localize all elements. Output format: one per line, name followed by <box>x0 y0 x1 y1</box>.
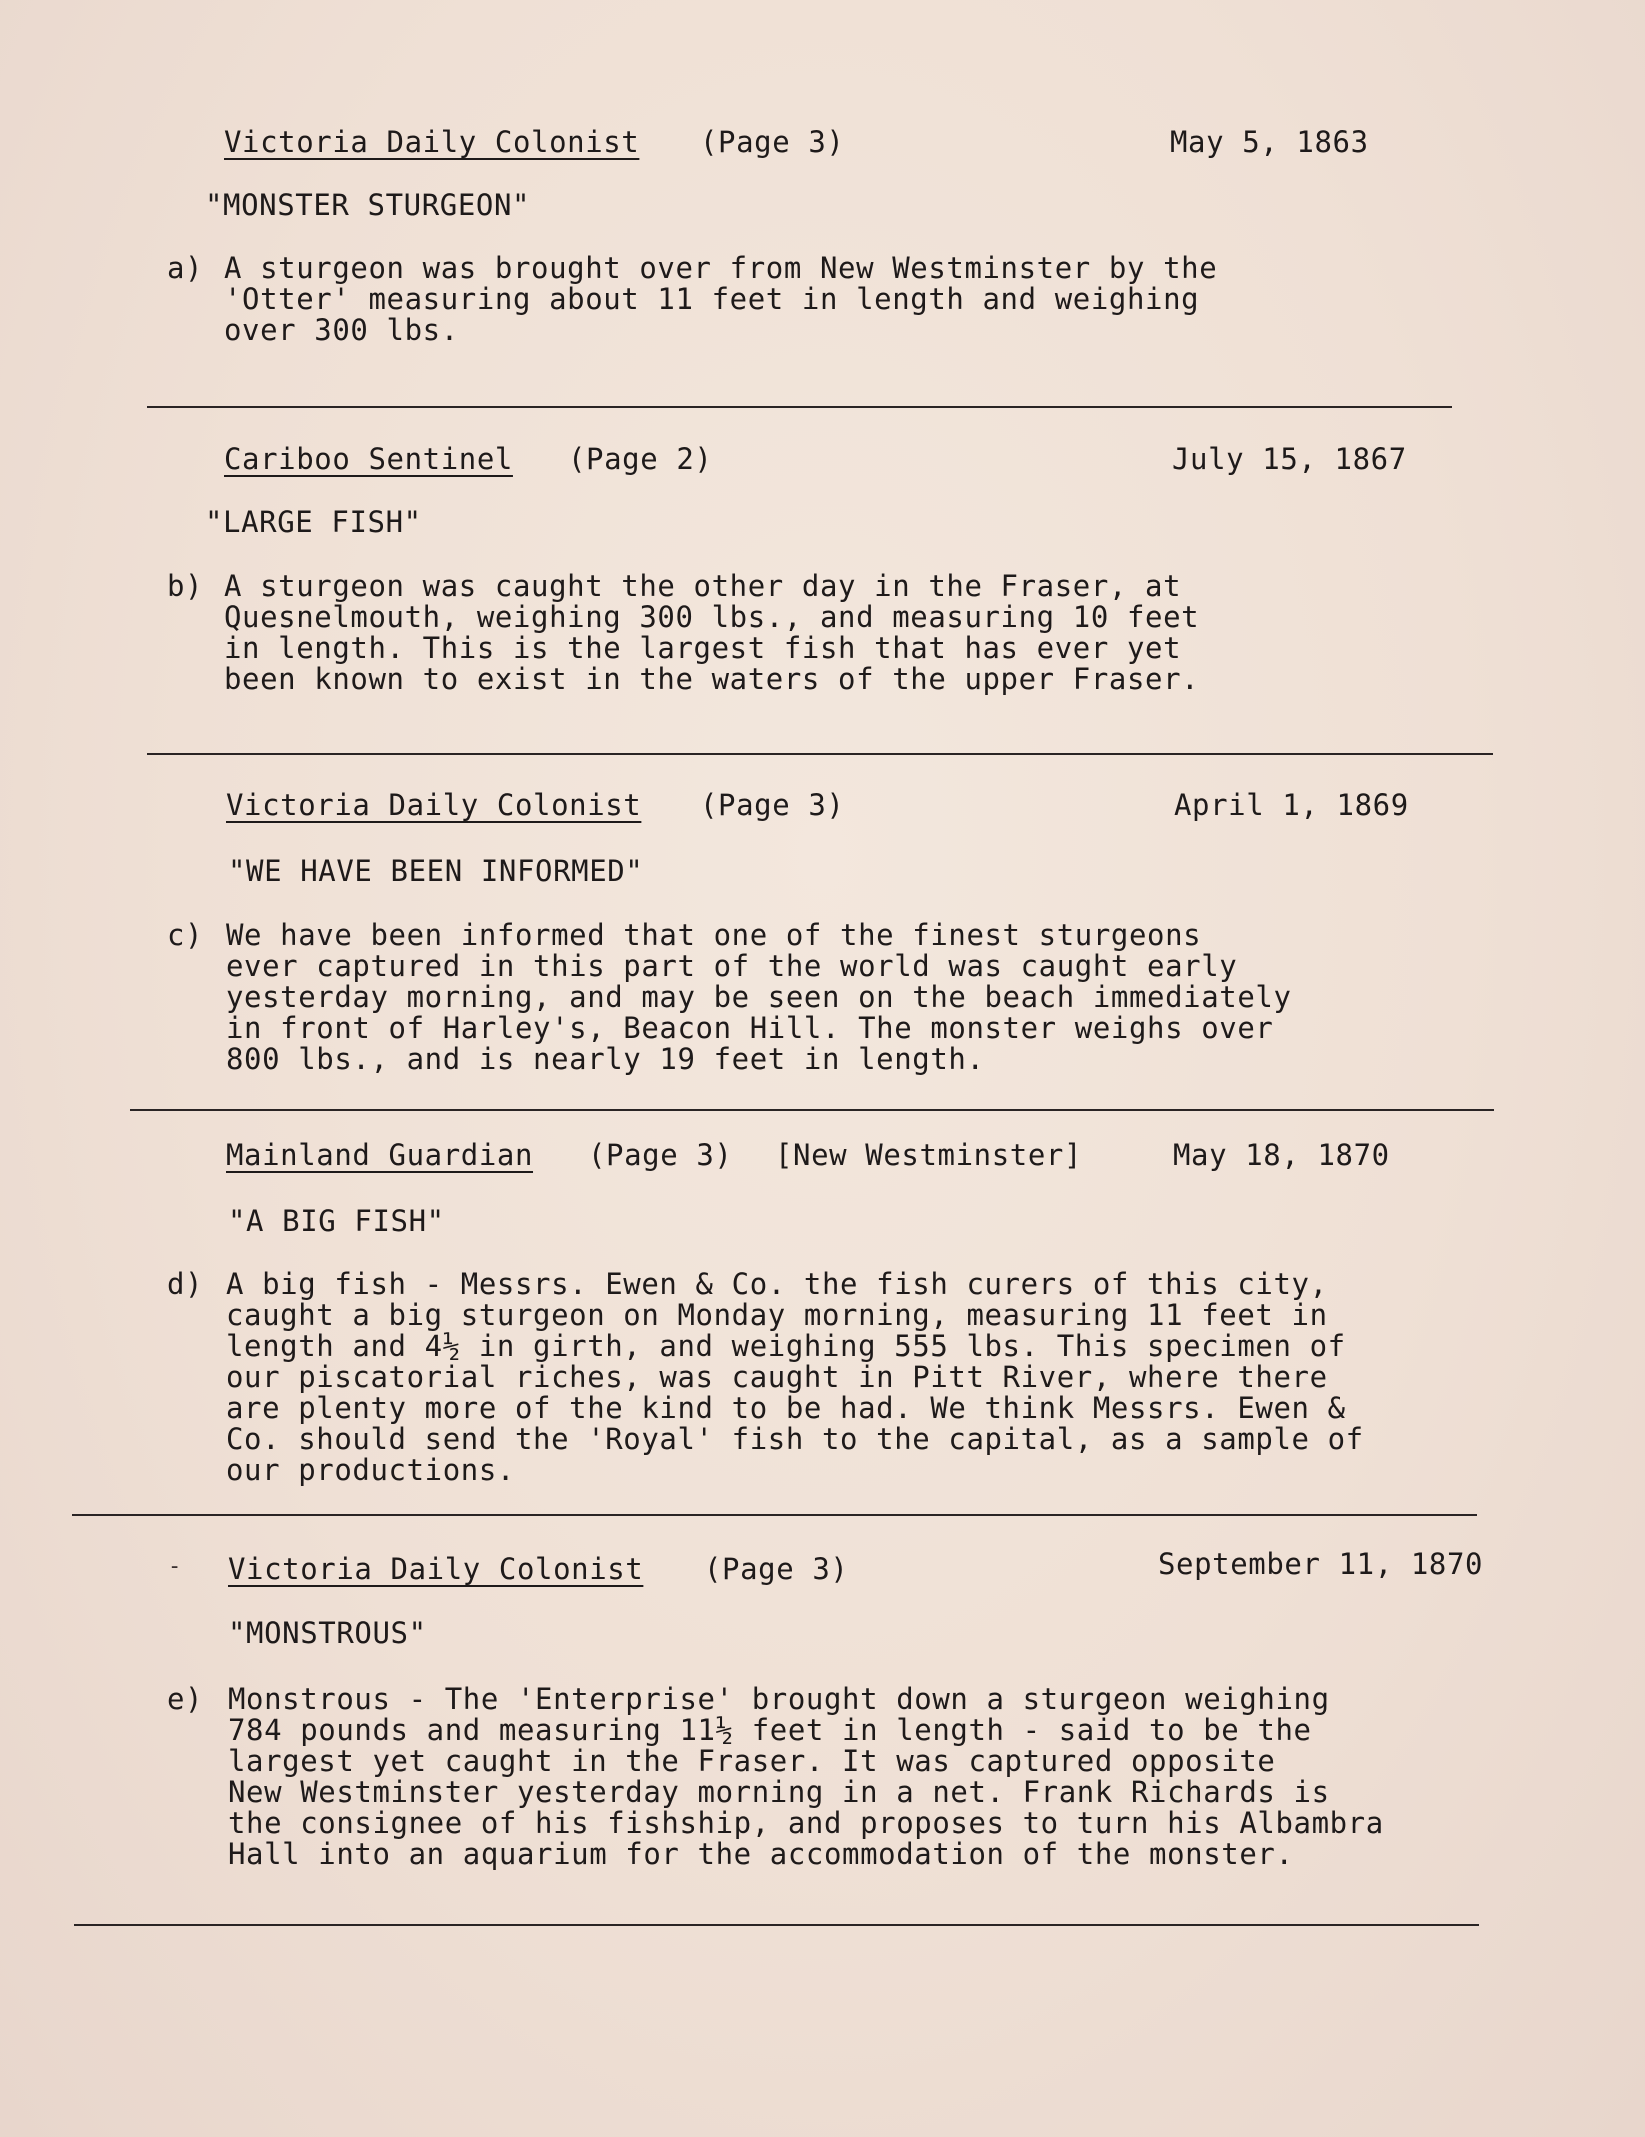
margin-mark: - <box>168 1554 182 1579</box>
body-line: Quesnelmouth, weighing 300 lbs., and measuring 10 feet <box>224 600 1200 634</box>
section-divider <box>74 1924 1479 1926</box>
section-divider <box>147 406 1452 408</box>
body-line: length and 4½ in girth, and weighing 555 lbs. This specimen of <box>226 1329 1346 1363</box>
body-line: the consignee of his fishship, and proposes to turn his Albambra <box>228 1806 1384 1840</box>
publication-name: Mainland Guardian <box>226 1138 534 1172</box>
section-divider <box>130 1109 1494 1111</box>
entry-headline: "LARGE FISH" <box>205 505 422 539</box>
entry-headline: "WE HAVE BEEN INFORMED" <box>228 854 644 888</box>
page-reference: (Page 3) <box>700 788 845 822</box>
page-reference: (Page 3) <box>588 1138 733 1172</box>
body-line: in front of Harley's, Beacon Hill. The monster weighs over <box>226 1011 1274 1045</box>
body-line: Hall into an aquarium for the accommodation of the monster. <box>228 1837 1294 1871</box>
body-line: largest yet caught in the Fraser. It was captured opposite <box>228 1744 1276 1778</box>
entry-letter: d) <box>167 1267 204 1301</box>
entry-date: September 11, 1870 <box>1158 1547 1484 1581</box>
body-line: over 300 lbs. <box>224 313 459 347</box>
section-divider <box>147 753 1493 755</box>
body-line: caught a big sturgeon on Monday morning, measuring 11 feet in <box>226 1298 1328 1332</box>
section-divider <box>72 1514 1477 1516</box>
body-line: We have been informed that one of the finest sturgeons <box>226 918 1202 952</box>
entry-date: May 18, 1870 <box>1173 1138 1390 1172</box>
body-line: Co. should send the 'Royal' fish to the capital, as a sample of <box>226 1422 1364 1456</box>
entry-letter: c) <box>167 918 204 952</box>
body-line: Monstrous - The 'Enterprise' brought down a sturgeon weighing <box>228 1682 1330 1716</box>
body-line: in length. This is the largest fish that has ever yet <box>224 631 1182 665</box>
page-reference: (Page 3) <box>704 1552 849 1586</box>
entry-date: April 1, 1869 <box>1174 788 1409 822</box>
body-line: A sturgeon was brought over from New Westminster by the <box>224 251 1218 285</box>
page-reference: (Page 3) <box>700 125 845 159</box>
publication-name: Victoria Daily Colonist <box>226 788 642 822</box>
entry-date: May 5, 1863 <box>1170 125 1369 159</box>
location-note: [New Westminster] <box>775 1138 1083 1172</box>
entry-headline: "MONSTROUS" <box>228 1616 427 1650</box>
body-line: yesterday morning, and may be seen on the beach immediately <box>226 980 1292 1014</box>
body-line: our piscatorial riches, was caught in Pitt River, where there <box>226 1360 1328 1394</box>
body-line: 'Otter' measuring about 11 feet in length and weighing <box>224 282 1200 316</box>
body-line: are plenty more of the kind to be had. We think Messrs. Ewen & <box>226 1391 1346 1425</box>
body-line: ever captured in this part of the world was caught early <box>226 949 1238 983</box>
entry-headline: "A BIG FISH" <box>228 1204 445 1238</box>
publication-name: Cariboo Sentinel <box>224 442 513 476</box>
entry-date: July 15, 1867 <box>1172 442 1407 476</box>
body-line: our productions. <box>226 1453 515 1487</box>
entry-letter: a) <box>167 251 204 285</box>
page-reference: (Page 2) <box>568 442 713 476</box>
body-line: been known to exist in the waters of the upper Fraser. <box>224 662 1200 696</box>
publication-name: Victoria Daily Colonist <box>224 125 640 159</box>
body-line: A sturgeon was caught the other day in the Fraser, at <box>224 569 1182 603</box>
publication-name: Victoria Daily Colonist <box>228 1552 644 1586</box>
body-line: A big fish - Messrs. Ewen & Co. the fish curers of this city, <box>226 1267 1328 1301</box>
body-line: 784 pounds and measuring 11½ feet in length - said to be the <box>228 1713 1312 1747</box>
body-line: New Westminster yesterday morning in a net. Frank Richards is <box>228 1775 1330 1809</box>
entry-letter: e) <box>167 1682 204 1716</box>
entry-letter: b) <box>167 569 204 603</box>
body-line: 800 lbs., and is nearly 19 feet in length. <box>226 1042 985 1076</box>
entry-headline: "MONSTER STURGEON" <box>205 188 531 222</box>
